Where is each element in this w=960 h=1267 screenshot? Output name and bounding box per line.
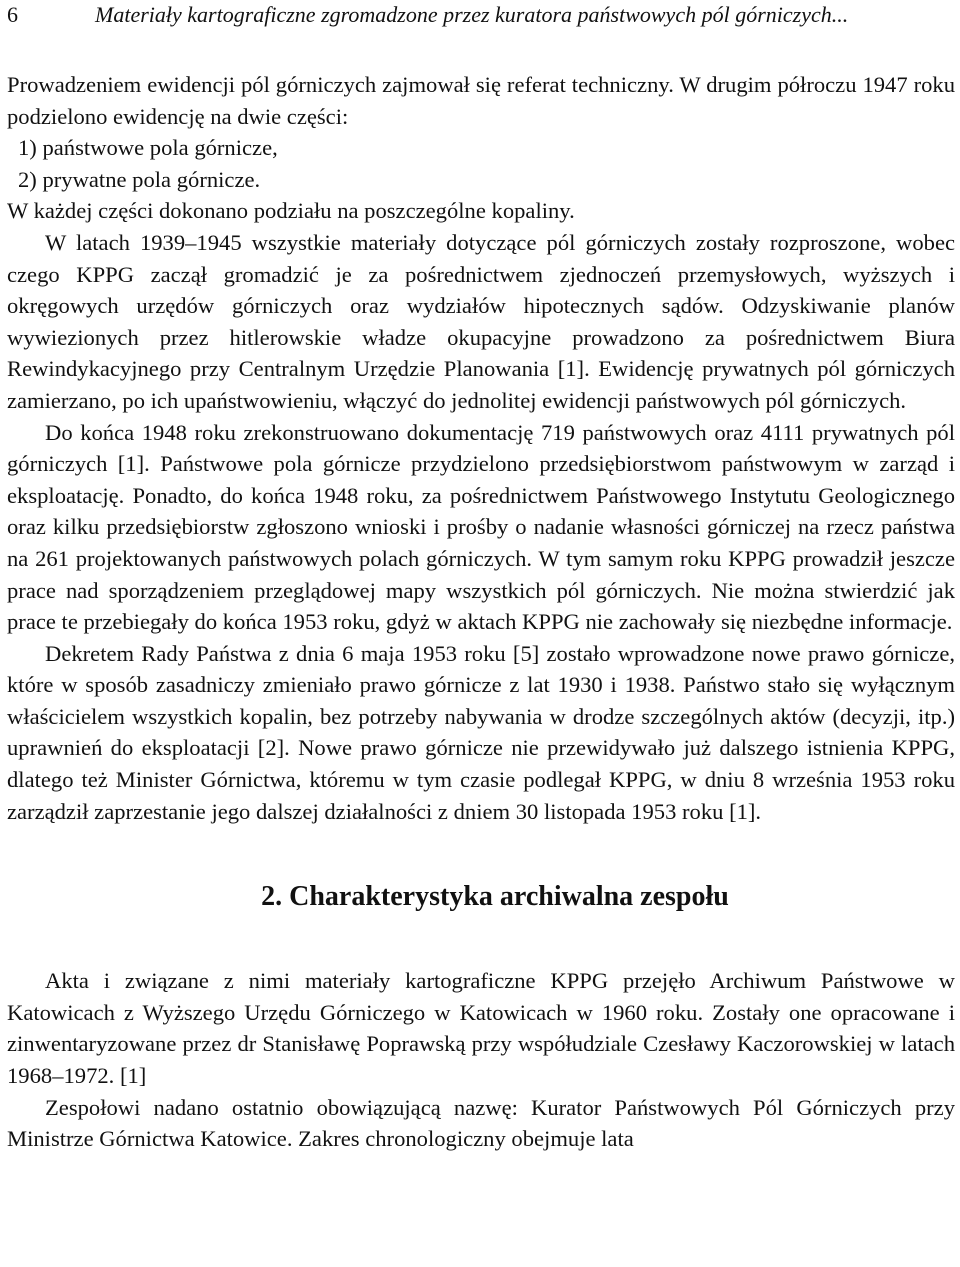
running-title: Materiały kartograficzne zgromadzone przez kuratora państwowych pól górniczych...: [95, 2, 849, 27]
running-header: [7, 0, 955, 50]
document-body: [7, 69, 955, 827]
section-body: [7, 965, 955, 1155]
paragraph-1948-reconstruction: Do końca 1948 roku zrekonstruowano dokumentację 719 państwowych oraz 4111 prywatnych pól górniczych [1]. Państwowe pola górnicze przydzielono przedsiębiorstwom państwowym w zarząd i eksploatację. Ponadto, do końca 1948 roku, za pośrednictwem Państwowego Instytutu Geologicznego oraz kilku przedsiębiorstw zgłoszono wnioski i prośby o nadanie własności górniczej na rzecz państwa na 261 projektowanych państwowych polach górniczych. W tym samym roku KPPG prowadził jeszcze prace nad sporządzeniem przeglądowej mapy wszystkich pól górniczych. Nie można stwierdzić jak prace te przebiegały do końca 1953 roku, gdyż w aktach KPPG nie zachowały się niezbędne informacje.: [7, 419, 955, 635]
paragraph-fonds-name: Zespołowi nadano ostatnio obowiązującą nazwę: Kurator Państwowych Pól Górniczych przy Ministrze Górnictwa Katowice. Zakres chronologiczny obejmuje lata: [7, 1094, 955, 1152]
intro-closing-line: W każdej części dokonano podziału na poszczególne kopaliny.: [7, 198, 575, 224]
page-number: 6: [7, 2, 18, 27]
list-item-private-fields: 2) prywatne pola górnicze.: [18, 166, 261, 192]
intro-paragraph: Prowadzeniem ewidencji pól górniczych zajmował się referat techniczny. W drugim półroczu 1947 roku podzielono ewidencję na dwie części:: [7, 72, 955, 129]
paragraph-archive-transfer: Akta i związane z nimi materiały kartograficzne KPPG przejęło Archiwum Państwowe w Katowicach z Wyższego Urzędu Górniczego w Katowicach w 1960 roku. Zostały one opracowane i zinwentaryzowane przez dr Stanisławę Poprawską przy współudziale Czesławy Kaczorowskiej w latach 1968–1972. [1]: [7, 968, 955, 1089]
paragraph-1939-1945: W latach 1939–1945 wszystkie materiały dotyczące pól górniczych zostały rozproszone, wobec czego KPPG zaczął gromadzić je za pośrednictwem zjednoczeń przemysłowych, wyższych i okręgowych urzędów górniczych oraz wydziałów hipotecznych sądów. Odzyskiwanie planów wywiezionych przez hitlerowskie władze okupacyjne prowadzono za pośrednictwem Biura Rewindykacyjnego przy Centralnym Urzędzie Planowania [1]. Ewidencję prywatnych pól górniczych zamierzano, po ich upaństwowieniu, włączyć do jednolitej ewidencji państwowych pól górniczych.: [7, 229, 955, 413]
document-page: [7, 0, 955, 1267]
list-item-state-fields: 1) państwowe pola górnicze,: [18, 135, 278, 161]
paragraph-1953-decree: Dekretem Rady Państwa z dnia 6 maja 1953 roku [5] zostało wprowadzone nowe prawo górnicze, które w sposób zasadniczy zmieniało prawo górnicze z lat 1930 i 1938. Państwo stało się wyłącznym właścicielem wszystkich kopalin, bez potrzeby nabywania w drodze szczególnych aktów (decyzji, itp.) uprawnień do eksploatacji [2]. Nowe prawo górnicze nie przewidywało już dalszego istnienia KPPG, dlatego też Minister Górnictwa, któremu w tym czasie podlegał KPPG, w dniu 8 września 1953 roku zarządził zaprzestanie jego dalszej działalności z dniem 30 listopada 1953 roku [1].: [7, 640, 955, 824]
section-heading: 2. Charakterystyka archiwalna zespołu: [261, 881, 729, 913]
